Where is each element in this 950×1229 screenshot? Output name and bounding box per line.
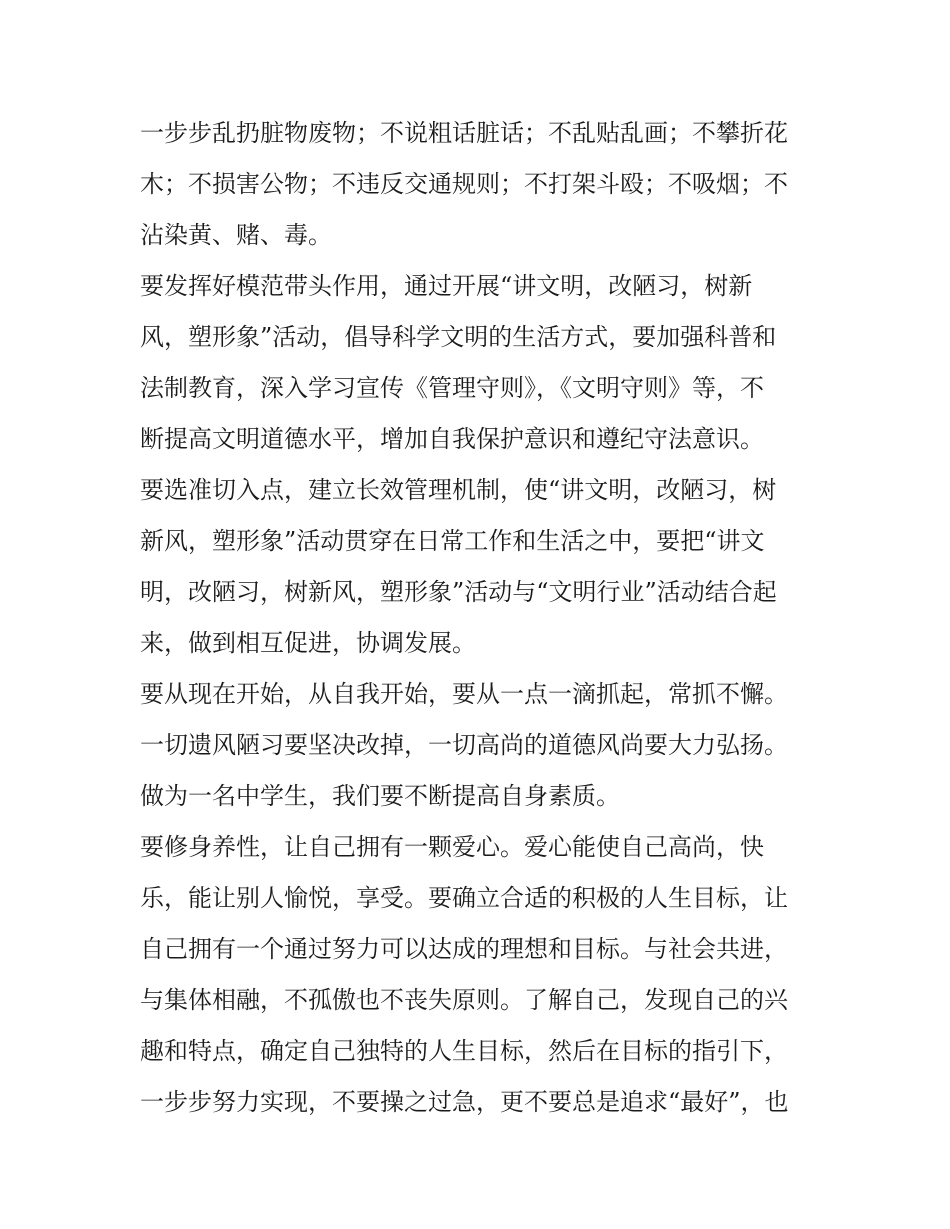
text-line: 要从现在开始，从自我开始，要从一点一滴抓起，常抓不懈。: [140, 680, 788, 708]
text-line: 一切遗风陋习要坚决改掉，一切高尚的道德风尚要大力弘扬。: [140, 731, 788, 759]
text-line: 要修身养性，让自己拥有一颗爱心。爱心能使自己高尚，快: [140, 833, 764, 861]
text-line: 新风，塑形象”活动贯穿在日常工作和生活之中，要把“讲文: [140, 527, 765, 555]
text-line: 木；不损害公物；不违反交通规则；不打架斗殴；不吸烟；不: [140, 170, 788, 198]
text-line: 要发挥好模范带头作用，通过开展“讲文明，改陋习，树新: [140, 272, 753, 300]
text-line: 要选准切入点，建立长效管理机制，使“讲文明，改陋习，树: [140, 476, 777, 504]
text-line: 自己拥有一个通过努力可以达成的理想和目标。与社会共进，: [140, 935, 788, 963]
body-text: [140, 108, 820, 1128]
text-line: 一步步乱扔脏物废物；不说粗话脏话；不乱贴乱画；不攀折花: [140, 119, 788, 147]
text-line: 一步步努力实现，不要操之过急，更不要总是追求“最好”，也: [140, 1088, 789, 1116]
text-line: 趣和特点，确定自己独特的人生目标，然后在目标的指引下，: [140, 1037, 788, 1065]
text-line: 与集体相融，不孤傲也不丧失原则。了解自己，发现自己的兴: [140, 986, 788, 1014]
text-line: 来，做到相互促进，协调发展。: [140, 629, 476, 657]
text-line: 风，塑形象”活动，倡导科学文明的生活方式，要加强科普和: [140, 323, 777, 351]
text-line: 乐，能让别人愉悦，享受。要确立合适的积极的人生目标，让: [140, 884, 788, 912]
text-line: 沾染黄、赌、毒。: [140, 221, 332, 249]
text-line: 做为一名中学生，我们要不断提高自身素质。: [140, 782, 620, 810]
text-line: 明，改陋习，树新风，塑形象”活动与“文明行业”活动结合起: [140, 578, 777, 606]
text-line: 断提高文明道德水平，增加自我保护意识和遵纪守法意识。: [140, 425, 764, 453]
text-line: 法制教育，深入学习宣传《管理守则》，《文明守则》等，不: [140, 374, 764, 402]
